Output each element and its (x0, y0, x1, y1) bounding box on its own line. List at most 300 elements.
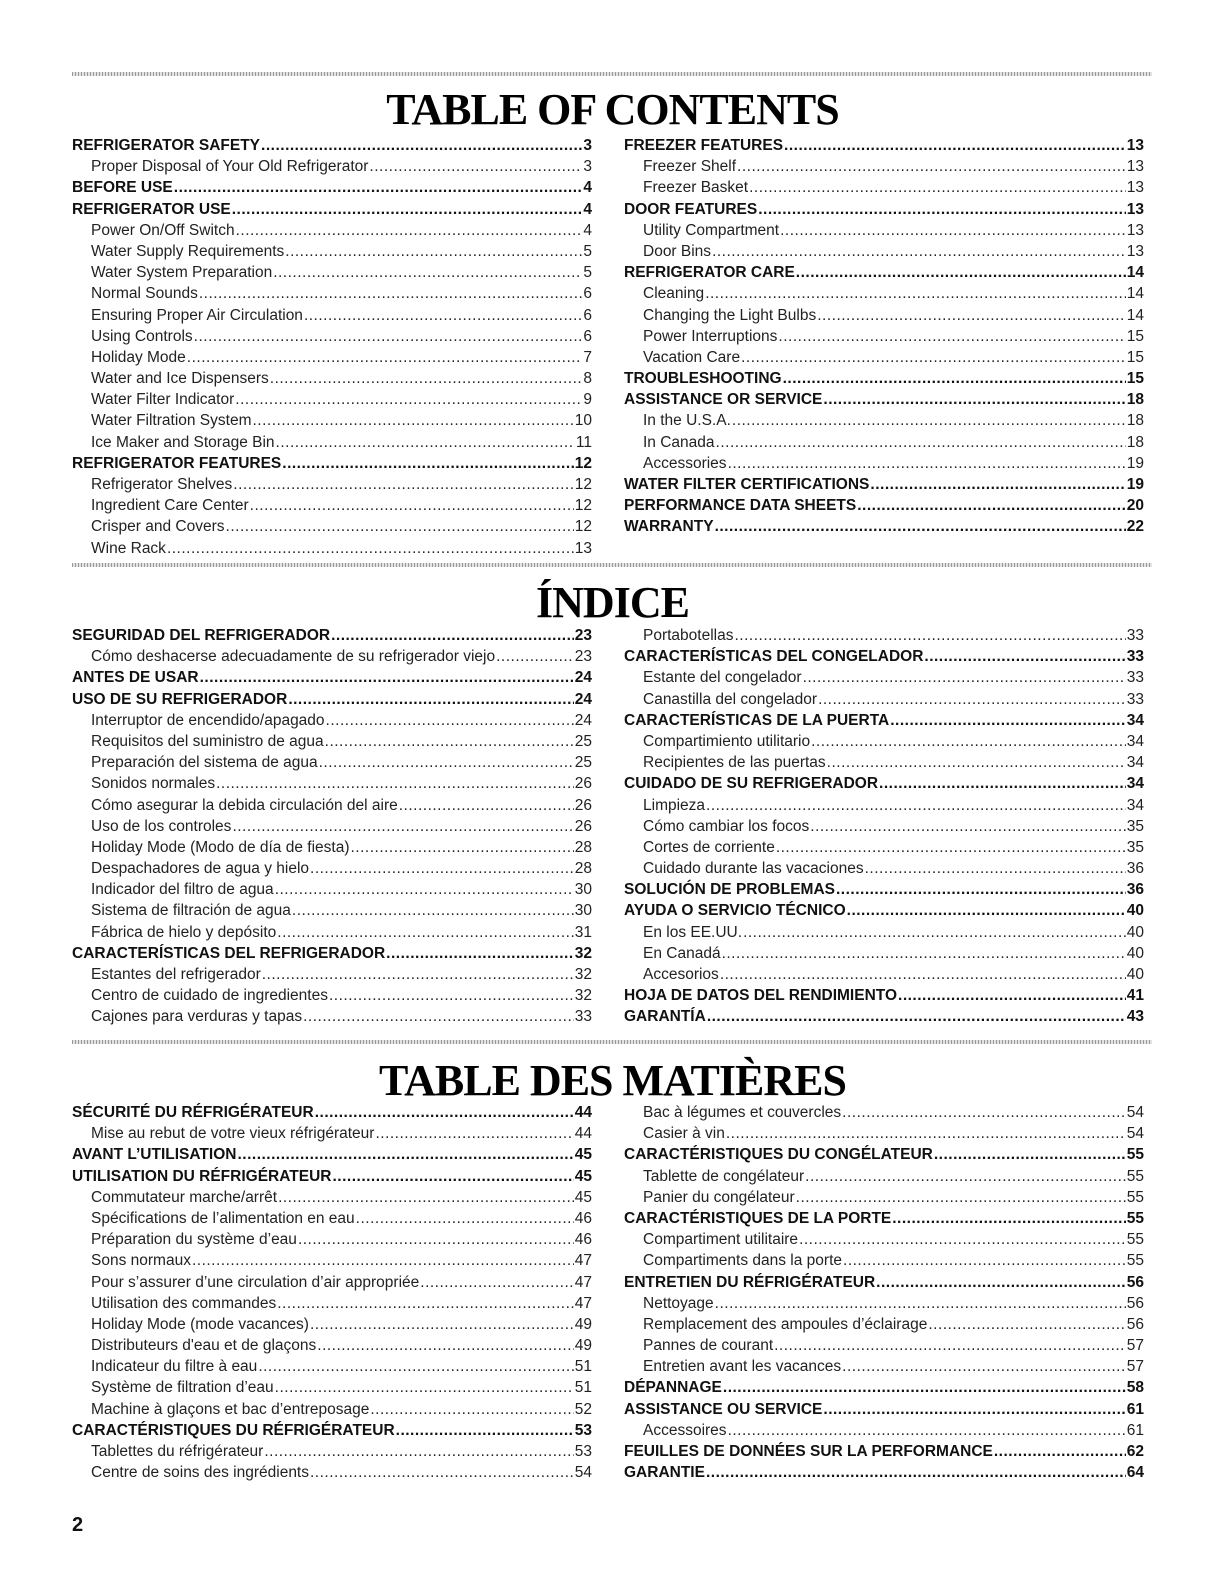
toc-subsection-entry[interactable] (72, 328, 592, 349)
entry-title: ASSISTANCE OU SERVICE (624, 1400, 823, 1418)
toc-subsection-entry[interactable] (72, 370, 592, 391)
entry-page-number: 14 (1126, 264, 1144, 282)
toc-heading: TABLE OF CONTENTS (386, 85, 839, 134)
dot-leader (732, 412, 1126, 430)
entry-page-number: 44 (574, 1104, 592, 1121)
entry-page-number: 36 (1126, 860, 1144, 878)
entry-title: Remplacement des ampoules d’éclairage (643, 1315, 928, 1333)
entry-title: ANTES DE USAR (72, 669, 199, 687)
dot-leader (823, 1401, 1125, 1419)
dot-leader (805, 1168, 1126, 1186)
toc-subsection-entry[interactable] (72, 1295, 592, 1316)
entry-title: Compartiment utilitaire (643, 1231, 799, 1249)
toc-subsection-entry[interactable] (72, 1401, 592, 1422)
entry-title: Portabotellas (643, 627, 734, 644)
dot-leader (994, 1443, 1126, 1461)
toc-subsection-entry[interactable] (624, 691, 1144, 712)
dot-leader (870, 476, 1125, 494)
entry-page-number: 32 (574, 966, 592, 983)
toc-section-entry[interactable] (624, 1379, 1144, 1400)
dot-leader (167, 540, 574, 558)
entry-page-number: 33 (1126, 669, 1144, 687)
dot-leader (836, 881, 1126, 899)
dot-leader (810, 818, 1125, 836)
entry-title: Cómo asegurar la debida circulación del aire (91, 796, 398, 814)
dot-leader (282, 455, 573, 473)
toc-subsection-entry[interactable] (72, 1464, 592, 1485)
dot-leader (706, 1464, 1126, 1482)
dot-leader (817, 307, 1126, 325)
entry-title: CUIDADO DE SU REFRIGERADOR (624, 775, 879, 793)
entry-title: Centro de cuidado de ingredientes (91, 987, 328, 1005)
toc-subsection-entry[interactable] (624, 222, 1144, 243)
toc-section-entry[interactable] (624, 476, 1144, 497)
toc-subsection-entry[interactable] (72, 733, 592, 754)
entry-title: En los EE.UU. (643, 923, 743, 941)
toc-subsection-entry[interactable] (624, 924, 1144, 945)
toc-subsection-entry[interactable] (624, 1337, 1144, 1358)
entry-page-number: 51 (574, 1379, 592, 1397)
toc-subsection-entry[interactable] (72, 818, 592, 839)
entry-title: Water Supply Requirements (91, 242, 285, 260)
toc-section-entry[interactable] (624, 391, 1144, 412)
toc-subsection-entry[interactable] (72, 497, 592, 518)
entry-page-number: 15 (1126, 327, 1144, 345)
toc-section-entry[interactable] (624, 1274, 1144, 1295)
dot-leader (728, 455, 1126, 473)
toc-section-entry[interactable] (624, 264, 1144, 285)
dot-leader (273, 264, 582, 282)
entry-page-number: 55 (1126, 1209, 1144, 1227)
toc-subsection-entry[interactable] (72, 540, 592, 561)
toc-subsection-entry[interactable] (72, 712, 592, 733)
dot-leader (285, 243, 582, 261)
toc-subsection-entry[interactable] (72, 1125, 592, 1146)
entry-title: Sonidos normales (91, 775, 216, 793)
dot-leader (369, 158, 582, 176)
dot-leader (237, 1146, 573, 1164)
toc-subsection-entry[interactable] (72, 264, 592, 285)
entry-title: Panier du congélateur (643, 1188, 795, 1206)
toc-subsection-entry[interactable] (72, 1443, 592, 1464)
dot-leader (370, 1401, 573, 1419)
toc-section-entry[interactable] (624, 881, 1144, 902)
toc-section-entry[interactable] (624, 497, 1144, 518)
entry-title: Cuidado durante las vacaciones (643, 860, 864, 878)
entry-page-number: 56 (1126, 1273, 1144, 1291)
entry-title: WATER FILTER CERTIFICATIONS (624, 476, 870, 493)
toc-section-entry[interactable] (72, 1146, 592, 1167)
toc-subsection-entry[interactable] (624, 797, 1144, 818)
dot-leader (892, 1210, 1126, 1228)
entry-page-number: 55 (1126, 1252, 1144, 1270)
entry-title: Preparación del sistema de agua (91, 754, 318, 772)
toc-subsection-entry[interactable] (624, 966, 1144, 987)
entry-page-number: 56 (1126, 1294, 1144, 1312)
dot-leader (934, 1146, 1126, 1164)
dot-leader (310, 860, 574, 878)
dot-leader (350, 839, 573, 857)
dot-leader (783, 370, 1126, 388)
dot-leader (857, 497, 1126, 515)
dot-leader (232, 201, 583, 219)
entry-page-number: 4 (583, 200, 592, 218)
entry-page-number: 7 (583, 348, 592, 366)
toc-subsection-entry[interactable] (72, 966, 592, 987)
dot-leader (332, 1168, 573, 1186)
entry-page-number: 24 (574, 690, 592, 708)
entry-page-number: 25 (574, 732, 592, 750)
toc-section-entry[interactable] (624, 1443, 1144, 1464)
entry-page-number: 47 (574, 1252, 592, 1270)
entry-page-number: 44 (574, 1125, 592, 1143)
toc-subsection-entry[interactable] (72, 391, 592, 412)
dot-leader (865, 860, 1126, 878)
dot-leader (329, 987, 574, 1005)
entry-title: Estante del congelador (643, 669, 802, 687)
dot-leader (823, 391, 1125, 409)
toc-subsection-entry[interactable] (624, 860, 1144, 881)
entry-title: In the U.S.A. (643, 412, 731, 430)
toc-subsection-entry[interactable] (72, 476, 592, 497)
toc-subsection-entry[interactable] (624, 1168, 1144, 1189)
toc-subsection-entry[interactable] (72, 1008, 592, 1029)
toc-section-entry[interactable] (72, 455, 592, 476)
toc-subsection-entry[interactable] (624, 455, 1144, 476)
dot-leader (776, 839, 1126, 857)
dot-leader (879, 775, 1126, 793)
entry-title: UTILISATION DU RÉFRIGÉRATEUR (72, 1167, 332, 1185)
entry-page-number: 6 (583, 285, 592, 303)
dot-leader (723, 1379, 1126, 1397)
toc-subsection-entry[interactable] (72, 881, 592, 902)
toc-subsection-entry[interactable] (72, 1379, 592, 1400)
toc-subsection-entry[interactable] (624, 243, 1144, 264)
entry-page-number: 5 (583, 242, 592, 260)
toc-section-entry[interactable] (624, 201, 1144, 222)
indice-right-column (624, 627, 1144, 1030)
toc-subsection-entry[interactable] (72, 1316, 592, 1337)
toc-subsection-entry[interactable] (72, 860, 592, 881)
toc-subsection-entry[interactable] (624, 349, 1144, 370)
entry-title: Recipientes de las puertas (643, 754, 826, 772)
toc-subsection-entry[interactable] (624, 158, 1144, 179)
matieres-right-column (624, 1104, 1144, 1485)
toc-subsection-entry[interactable] (72, 1252, 592, 1273)
toc-subsection-entry[interactable] (624, 669, 1144, 690)
entry-page-number: 28 (574, 860, 592, 878)
toc-subsection-entry[interactable] (72, 285, 592, 306)
entry-title: Accessories (643, 454, 727, 472)
toc-section-entry[interactable] (624, 1008, 1144, 1029)
dot-leader (720, 966, 1126, 984)
toc-subsection-entry[interactable] (624, 818, 1144, 839)
toc-subsection-entry[interactable] (624, 1358, 1144, 1379)
entry-page-number: 19 (1126, 476, 1144, 493)
entry-title: Limpieza (643, 796, 706, 814)
dot-leader (253, 412, 574, 430)
entry-title: Spécifications de l’alimentation en eau (91, 1209, 355, 1227)
entry-title: Casier à vin (643, 1125, 725, 1143)
toc-subsection-entry[interactable] (72, 158, 592, 179)
toc-subsection-entry[interactable] (624, 1189, 1144, 1210)
entry-title: FREEZER FEATURES (624, 137, 784, 154)
indice-heading: ÍNDICE (536, 578, 689, 627)
toc-subsection-entry[interactable] (72, 243, 592, 264)
entry-page-number: 14 (1126, 285, 1144, 303)
entry-title: Compartimiento utilitario (643, 732, 811, 750)
entry-page-number: 32 (574, 987, 592, 1005)
entry-page-number: 13 (1126, 200, 1144, 218)
entry-title: ASSISTANCE OR SERVICE (624, 391, 823, 409)
toc-section-entry[interactable] (72, 627, 592, 648)
toc-subsection-entry[interactable] (624, 307, 1144, 328)
toc-subsection-entry[interactable] (624, 412, 1144, 433)
entry-title: REFRIGERATOR USE (72, 200, 231, 218)
toc-section-entry[interactable] (624, 1401, 1144, 1422)
toc-section-entry[interactable] (624, 137, 1144, 158)
dot-leader (715, 1295, 1126, 1313)
toc-section-entry[interactable] (624, 1210, 1144, 1231)
toc-section-entry[interactable] (72, 137, 592, 158)
dot-leader (715, 518, 1126, 536)
entry-page-number: 64 (1126, 1464, 1144, 1482)
entry-page-number: 15 (1126, 348, 1144, 366)
entry-title: TROUBLESHOOTING (624, 370, 782, 388)
toc-subsection-entry[interactable] (624, 627, 1144, 648)
entry-page-number: 45 (574, 1188, 592, 1206)
entry-title: Ice Maker and Storage Bin (91, 433, 275, 451)
toc-subsection-entry[interactable] (72, 307, 592, 328)
toc-section-entry[interactable] (72, 1168, 592, 1189)
entry-title: Commutateur marche/arrêt (91, 1188, 278, 1206)
entry-page-number: 57 (1126, 1337, 1144, 1355)
toc-section-entry[interactable] (72, 945, 592, 966)
toc-subsection-entry[interactable] (72, 754, 592, 775)
entry-title: Freezer Basket (643, 179, 749, 197)
toc-subsection-entry[interactable] (624, 328, 1144, 349)
entry-title: GARANTIE (624, 1464, 705, 1482)
dot-leader (420, 1274, 573, 1292)
toc-subsection-entry[interactable] (624, 179, 1144, 200)
toc-section-entry[interactable] (72, 1422, 592, 1443)
entry-title: DOOR FEATURES (624, 200, 758, 218)
entry-title: Holiday Mode (Modo de día de fiesta) (91, 838, 350, 856)
entry-page-number: 58 (1126, 1379, 1144, 1397)
dot-leader (796, 1189, 1126, 1207)
toc-subsection-entry[interactable] (72, 1189, 592, 1210)
entry-page-number: 12 (574, 476, 592, 493)
entry-title: Ensuring Proper Air Circulation (91, 306, 303, 324)
toc-section-entry[interactable] (72, 691, 592, 712)
entry-page-number: 33 (1126, 648, 1144, 666)
entry-title: Water Filtration System (91, 412, 252, 430)
toc-subsection-entry[interactable] (72, 797, 592, 818)
entry-title: Holiday Mode (mode vacances) (91, 1315, 309, 1333)
toc-right-column (624, 137, 1144, 540)
toc-section-entry[interactable] (624, 712, 1144, 733)
toc-subsection-entry[interactable] (72, 222, 592, 243)
toc-subsection-entry[interactable] (624, 1104, 1144, 1125)
entry-page-number: 54 (1126, 1125, 1144, 1143)
entry-page-number: 40 (1126, 902, 1144, 920)
entry-title: DÉPANNAGE (624, 1379, 722, 1397)
toc-subsection-entry[interactable] (624, 839, 1144, 860)
toc-subsection-entry[interactable] (72, 518, 592, 539)
entry-title: Pour s’assurer d’une circulation d’air appropriée (91, 1273, 420, 1291)
entry-page-number: 10 (574, 412, 592, 430)
toc-section-entry[interactable] (624, 1146, 1144, 1167)
entry-page-number: 47 (574, 1273, 592, 1291)
entry-page-number: 43 (1126, 1008, 1144, 1026)
entry-page-number: 20 (1126, 497, 1144, 515)
entry-title: Interruptor de encendido/apagado (91, 711, 325, 729)
entry-page-number: 54 (574, 1464, 592, 1482)
toc-subsection-entry[interactable] (624, 1295, 1144, 1316)
entry-title: SÉCURITÉ DU RÉFRIGÉRATEUR (72, 1104, 314, 1121)
dot-leader (356, 1210, 574, 1228)
dot-leader (270, 370, 583, 388)
entry-page-number: 55 (1126, 1167, 1144, 1185)
entry-page-number: 35 (1126, 838, 1144, 856)
toc-subsection-entry[interactable] (72, 902, 592, 923)
entry-page-number: 12 (574, 454, 592, 472)
entry-title: AYUDA O SERVICIO TÉCNICO (624, 902, 846, 920)
entry-page-number: 46 (574, 1231, 592, 1249)
toc-subsection-entry[interactable] (72, 1231, 592, 1252)
entry-page-number: 52 (574, 1400, 592, 1418)
entry-page-number: 61 (1126, 1421, 1144, 1439)
toc-subsection-entry[interactable] (624, 733, 1144, 754)
entry-page-number: 25 (574, 754, 592, 772)
toc-subsection-entry[interactable] (72, 775, 592, 796)
entry-page-number: 51 (574, 1358, 592, 1376)
toc-subsection-entry[interactable] (624, 945, 1144, 966)
entry-title: Cómo deshacerse adecuadamente de su refrigerador viejo (91, 648, 496, 666)
toc-subsection-entry[interactable] (72, 987, 592, 1008)
dot-leader (331, 627, 574, 645)
toc-subsection-entry[interactable] (72, 1358, 592, 1379)
entry-title: Door Bins (643, 242, 712, 260)
toc-subsection-entry[interactable] (72, 839, 592, 860)
entry-page-number: 54 (1126, 1104, 1144, 1121)
entry-page-number: 34 (1126, 775, 1144, 793)
toc-subsection-entry[interactable] (624, 1231, 1144, 1252)
toc-subsection-entry[interactable] (72, 1274, 592, 1295)
toc-subsection-entry[interactable] (624, 1125, 1144, 1146)
toc-subsection-entry[interactable] (72, 1337, 592, 1358)
entry-title: Changing the Light Bulbs (643, 306, 817, 324)
toc-section-entry[interactable] (624, 987, 1144, 1008)
toc-section-entry[interactable] (72, 201, 592, 222)
toc-subsection-entry[interactable] (624, 434, 1144, 455)
dot-leader (236, 222, 583, 240)
dot-leader (288, 691, 573, 709)
matieres-heading: TABLE DES MATIÈRES (379, 1056, 846, 1105)
toc-section-entry[interactable] (624, 370, 1144, 391)
entry-title: Tablette de congélateur (643, 1167, 805, 1185)
toc-subsection-entry[interactable] (624, 285, 1144, 306)
toc-section-entry[interactable] (72, 179, 592, 200)
entry-title: Water Filter Indicator (91, 391, 235, 409)
entry-page-number: 6 (583, 327, 592, 345)
toc-section-entry[interactable] (624, 648, 1144, 669)
entry-page-number: 26 (574, 796, 592, 814)
entry-title: Bac à légumes et couvercles (643, 1104, 842, 1121)
dot-leader (278, 1189, 574, 1207)
entry-page-number: 36 (1126, 881, 1144, 899)
dot-leader (799, 1231, 1126, 1249)
toc-section-entry[interactable] (624, 902, 1144, 923)
dot-leader (818, 691, 1126, 709)
toc-subsection-entry[interactable] (72, 1210, 592, 1231)
toc-subsection-entry[interactable] (624, 754, 1144, 775)
dot-leader (304, 307, 582, 325)
dot-leader (194, 328, 583, 346)
dot-leader (811, 733, 1126, 751)
entry-title: Wine Rack (91, 539, 166, 557)
dot-leader (741, 349, 1126, 367)
entry-title: Refrigerator Shelves (91, 476, 233, 493)
entry-title: Crisper and Covers (91, 518, 225, 536)
entry-page-number: 11 (575, 433, 592, 451)
toc-subsection-entry[interactable] (624, 1316, 1144, 1337)
entry-page-number: 34 (1126, 754, 1144, 772)
entry-title: SOLUCIÓN DE PROBLEMAS (624, 881, 835, 899)
entry-page-number: 6 (583, 306, 592, 324)
dot-leader (722, 945, 1126, 963)
dot-leader (496, 648, 574, 666)
entry-page-number: 53 (574, 1443, 592, 1460)
dot-leader (216, 775, 574, 793)
dot-leader (192, 1252, 574, 1270)
toc-subsection-entry[interactable] (72, 349, 592, 370)
entry-page-number: 3 (583, 158, 592, 176)
entry-title: In Canada (643, 433, 715, 451)
dot-leader (262, 966, 574, 984)
entry-title: Ingredient Care Center (91, 497, 249, 515)
toc-subsection-entry[interactable] (72, 924, 592, 945)
entry-page-number: 46 (574, 1209, 592, 1227)
entry-title: ENTRETIEN DU RÉFRIGÉRATEUR (624, 1273, 876, 1291)
dot-leader (258, 1358, 573, 1376)
dot-leader (749, 179, 1126, 197)
entry-page-number: 23 (574, 627, 592, 644)
entry-page-number: 4 (583, 221, 592, 239)
entry-title: CARACTÉRISTIQUES DU CONGÉLATEUR (624, 1146, 933, 1164)
dot-leader (774, 1337, 1126, 1355)
dot-leader (317, 1337, 573, 1355)
toc-subsection-entry[interactable] (624, 1252, 1144, 1273)
toc-subsection-entry[interactable] (72, 412, 592, 433)
toc-subsection-entry[interactable] (72, 648, 592, 669)
toc-section-entry[interactable] (72, 669, 592, 690)
entry-title: REFRIGERATOR SAFETY (72, 137, 261, 154)
dot-leader (277, 924, 573, 942)
entry-title: Accessoires (643, 1421, 727, 1439)
dot-leader (298, 1231, 574, 1249)
toc-section-entry[interactable] (624, 1464, 1144, 1485)
dot-leader (728, 1422, 1126, 1440)
dot-leader (199, 285, 583, 303)
toc-section-entry[interactable] (72, 1104, 592, 1125)
toc-subsection-entry[interactable] (72, 434, 592, 455)
dot-leader (707, 1008, 1126, 1026)
entry-title: En Canadá (643, 944, 721, 962)
toc-section-entry[interactable] (624, 775, 1144, 796)
toc-subsection-entry[interactable] (624, 1422, 1144, 1443)
toc-section-entry[interactable] (624, 518, 1144, 539)
